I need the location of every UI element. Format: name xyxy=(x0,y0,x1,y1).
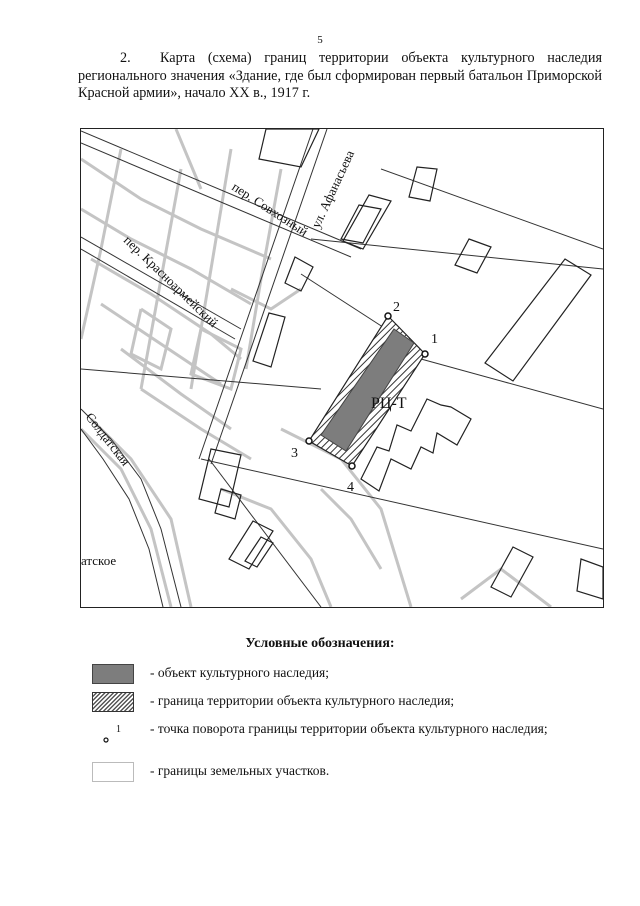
street-label-sovkhozny: пер. Совхозный xyxy=(229,178,311,240)
land-parcels xyxy=(81,129,551,607)
legend-swatch-parcel xyxy=(92,762,134,782)
legend-title: Условные обозначения: xyxy=(245,636,395,651)
street-label-soldatskoe: атское xyxy=(81,553,117,568)
legend-point-sample-label: 1 xyxy=(116,724,121,735)
point-label-3: 3 xyxy=(291,446,298,461)
legend-text-parcel: - границы земельных участков. xyxy=(150,763,330,778)
map-frame xyxy=(80,128,604,608)
object-label: РЦ-Т xyxy=(371,395,407,412)
intro-paragraph xyxy=(78,50,602,103)
item-number: 2. xyxy=(120,50,131,66)
legend-swatch-object xyxy=(92,664,134,684)
page-number: 5 xyxy=(317,34,323,46)
boundary-point-3 xyxy=(306,438,312,444)
legend-text-boundary: - граница территории объекта культурного наследия; xyxy=(150,693,455,708)
map-title-text: Карта (схема) границ территории объекта культурного наследия регионального значения «Здание, где был сформирован первый батальон Приморской Красной армии», начало XX в., 1917 г. xyxy=(78,50,602,101)
point-label-2: 2 xyxy=(393,300,400,315)
point-label-1: 1 xyxy=(431,332,438,347)
map-canvas xyxy=(81,129,603,607)
legend-text-point: - точка поворота границы территории объекта культурного наследия; xyxy=(150,721,548,736)
street-label-krasnoarmeysky: пер. Красноармейский xyxy=(120,232,222,330)
boundary-point-4 xyxy=(349,463,355,469)
legend-text-object: - объект культурного наследия; xyxy=(150,665,330,680)
legend-swatch-boundary xyxy=(92,692,134,712)
point-marker-icon xyxy=(104,738,108,742)
street-label-soldatskaya: Солдатская xyxy=(82,409,134,469)
legend-swatch-point xyxy=(92,720,132,742)
street-label-afanasyeva: ул. Афанасьева xyxy=(308,147,358,231)
boundary-point-1 xyxy=(422,351,428,357)
point-label-4: 4 xyxy=(347,480,354,495)
boundary-point-2 xyxy=(385,313,391,319)
